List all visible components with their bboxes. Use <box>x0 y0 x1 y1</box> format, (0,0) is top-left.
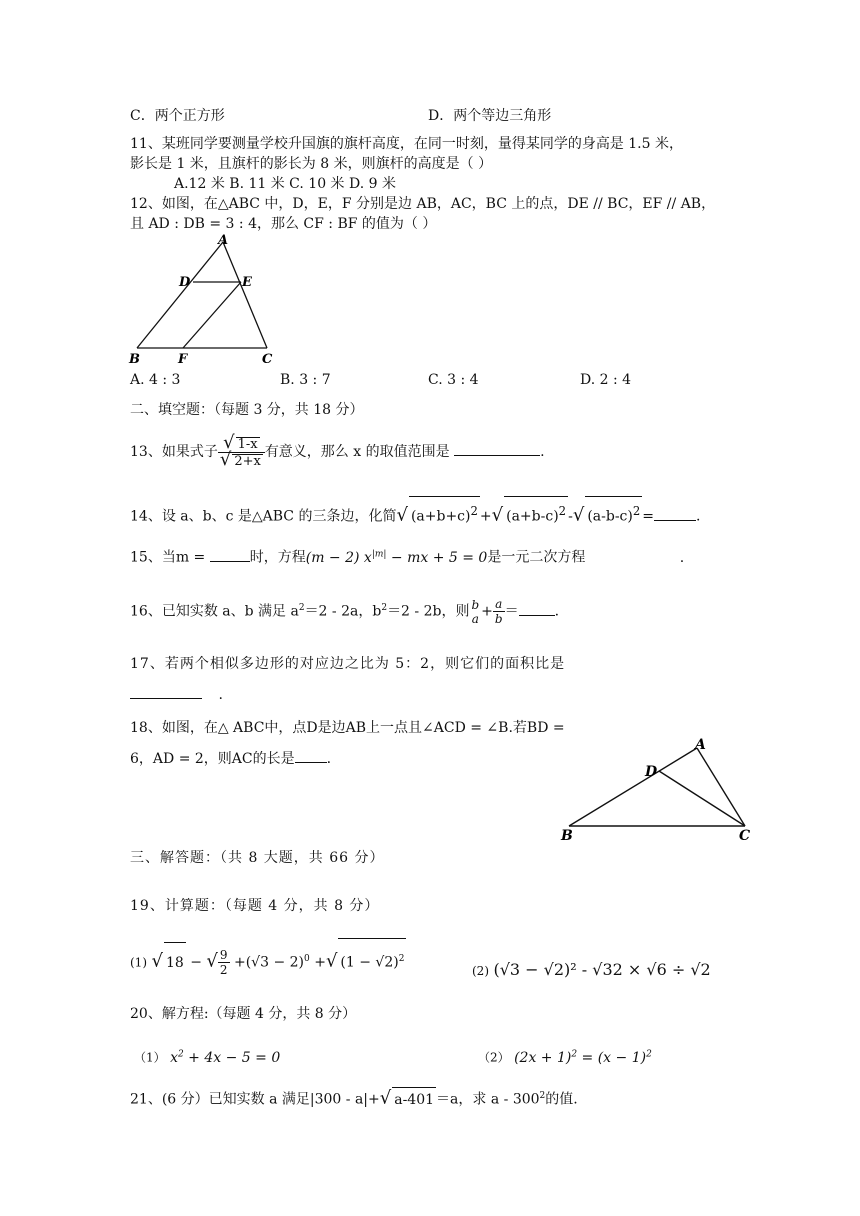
q12-option-d: D. 2 : 4 <box>580 372 632 388</box>
q21-end: 的值. <box>545 1091 578 1108</box>
q15-end: . <box>679 549 685 566</box>
q13-numerator: 1-x <box>237 436 258 452</box>
q15-pre: 15、当m = <box>130 549 206 566</box>
q18-label-b: B <box>561 828 573 844</box>
q14-end: . <box>696 508 701 525</box>
q12-label-f: F <box>178 352 188 367</box>
q19-p1-minus: − <box>190 954 202 971</box>
q18-label-d: D <box>645 764 658 780</box>
q19-p2-expression: (√3 − √2)² - √32 × √6 ÷ √2 <box>493 960 711 979</box>
q16-fraction-b-over-a: b a <box>471 597 480 626</box>
q14-equals: = <box>642 508 655 525</box>
q19-part2 <box>472 960 711 981</box>
q10-option-d: D．两个等边三角形 <box>428 108 552 124</box>
q13-pre: 13、如果式子 <box>130 444 218 460</box>
q16-fraction-a-over-b: $\frac{a}{b}$ <box>494 597 503 627</box>
q18-triangle-figure <box>555 732 765 844</box>
q21-pre: 21、(6 分）已知实数 a 满足|300 - a|+ <box>130 1091 380 1108</box>
q14-term3: $(a-b-c)^2$ <box>585 496 642 531</box>
q13-end: . <box>540 444 545 460</box>
q19-title: 19、计算题：（每题 4 分，共 8 分） <box>130 898 380 914</box>
q14-term1: $(a+b+c)^2$ <box>409 496 480 531</box>
q16-sup-a: 2 <box>298 603 305 613</box>
q13-denominator: 2+x <box>234 453 261 469</box>
q12-text-line2: 且 AD : DB = 3 : 4，那么 CF : BF 的值为（ ） <box>130 216 437 232</box>
q14-minus: - <box>568 508 573 525</box>
q14-term2: $(a+b-c)^2$ <box>504 496 568 531</box>
q17-answer-line <box>130 684 223 705</box>
q21-post: ＝a，求 a - 300 <box>436 1091 540 1108</box>
q14-line: 14、设 a、b、c 是△ABC 的三条边，化简√ $(a+b+c)^2$ +√ $(a+b-c)^2$ -√ $(a-b-c)^2$ = . <box>130 496 700 531</box>
q18-text-line1: 18、如图，在△ ABC中，点D是边AB上一点且∠ACD = ∠B.若BD = <box>130 720 565 736</box>
q13-post: 有意义，那么 x 的取值范围是 <box>264 444 450 460</box>
q19-p1-plus2: + <box>314 954 326 971</box>
q17-end: . <box>218 687 223 703</box>
q15-post: 是一元二次方程 <box>487 549 586 566</box>
q16-pre: 16、已知实数 a、b 满足 a <box>130 603 299 620</box>
q18-label-c: C <box>739 828 751 844</box>
q12-option-a: A. 4 : 3 <box>130 372 181 388</box>
q12-label-d: D <box>179 275 191 290</box>
q12-triangle-figure <box>125 232 285 367</box>
q14-plus: + <box>479 508 492 525</box>
q11-options: A.12 米 B. 11 米 C. 10 米 D. 9 米 <box>174 176 396 192</box>
q15-line <box>130 544 684 568</box>
q18-text-line2-wrap <box>130 748 331 769</box>
q12-label-c: C <box>262 352 273 367</box>
q16-plus: + <box>481 603 493 620</box>
q16-sup-b: 2 <box>381 603 388 613</box>
q11-text-line1: 11、某班同学要测量学校升国旗的旗杆高度，在同一时刻，量得某同学的身高是 1.5 米， <box>130 136 683 152</box>
q13-answer-blank <box>454 441 540 456</box>
q12-option-b: B. 3 : 7 <box>280 372 331 388</box>
q17-answer-blank <box>130 684 202 699</box>
q19-p1-fraction: $\frac{9}{2}$ <box>219 948 228 978</box>
q20-part2 <box>478 1044 652 1068</box>
q19-p1-exp0: 0 <box>304 954 310 964</box>
q21-line: 21、(6 分）已知实数 a 满足|300 - a|+√ a-401 ＝a，求 a - $300^2$的值. <box>130 1084 578 1112</box>
q18-text-line2: 6，AD = 2，则AC的长是 <box>130 751 295 767</box>
q13-line <box>130 432 545 472</box>
q18-answer-blank <box>295 748 327 763</box>
q17-text: 17、若两个相似多边形的对应边之比为 5：2，则它们的面积比是 <box>130 656 566 672</box>
q14-answer-blank <box>654 506 696 521</box>
q20-p2-equation: $(2x + 1)^2 = (x - 1)^2$ <box>514 1049 652 1066</box>
q16-answer-blank <box>519 601 555 616</box>
q12-label-b: B <box>129 352 140 367</box>
q11-text-line2: 影长是 1 米，且旗杆的影长为 8 米，则旗杆的高度是（ ） <box>130 156 493 172</box>
q16-line <box>130 588 559 632</box>
q14-pre: 14、设 a、b、c 是△ABC 的三条边，化简 <box>130 508 397 525</box>
q21-radical: a-401 <box>392 1087 436 1112</box>
q16-mid1: ＝2 - 2a，b <box>304 603 382 620</box>
q19-p1-plus1: + <box>233 954 246 971</box>
q18-label-a: A <box>695 737 706 753</box>
q20-p1-label: （1） <box>134 1050 166 1065</box>
q19-p1-sqrt-square: $(1 - √2)^2$ <box>338 938 406 983</box>
q18-end: . <box>326 751 332 767</box>
q19-p1-paren: (√3 − 2) <box>245 954 305 971</box>
q19-p1-label: (1) <box>130 955 147 970</box>
section-2-heading: 二、填空题：（每题 3 分，共 18 分） <box>130 402 364 418</box>
q12-label-e: E <box>242 275 252 290</box>
q16-mid2: ＝2 - 2b，则 <box>387 603 470 620</box>
q19-p1-sqrt18: 18 <box>164 942 186 983</box>
q19-part1: (1) √ 18 − √ $\frac{9}{2}$ $+(√3 - 2)^0$ +√ $(1 - √2)^2$ <box>130 938 406 983</box>
q12-option-c: C. 3 : 4 <box>428 372 479 388</box>
q15-mid: 时，方程 <box>249 549 306 566</box>
q12-text-line1: 12、如图，在△ABC 中，D，E，F 分别是边 AB，AC，BC 上的点，DE // BC，EF // AB， <box>130 196 716 212</box>
q15-equation: (m − 2) $x^{|m|}$ − mx + 5 = 0 <box>305 549 488 566</box>
q16-equals: ＝ <box>504 603 519 620</box>
q12-label-a: A <box>218 233 229 248</box>
q16-end: . <box>554 603 560 620</box>
q15-answer-blank <box>210 547 250 562</box>
q21-sup: 2 <box>539 1091 546 1101</box>
section-3-heading: 三、解答题：（共 8 大题，共 66 分） <box>130 850 385 866</box>
q10-option-c: C．两个正方形 <box>130 108 225 124</box>
q13-fraction: $\frac{√ 1-x}{√ 2+x}$ <box>218 436 265 469</box>
q20-p2-label: （2） <box>478 1050 510 1065</box>
q20-part1 <box>134 1044 280 1068</box>
q20-p1-equation: $x^2 + 4x - 5 = 0$ <box>170 1049 281 1066</box>
q20-title: 20、解方程:（每题 4 分，共 8 分） <box>130 1006 357 1022</box>
q19-p2-label: (2) <box>472 964 489 978</box>
